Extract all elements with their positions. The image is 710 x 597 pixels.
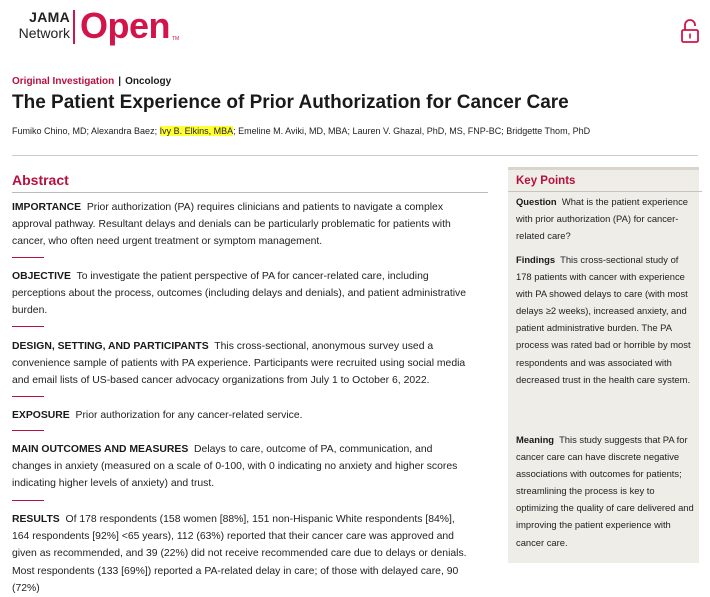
abstract-divider	[12, 192, 488, 193]
findings-text: This cross-sectional study of 178 patients with cancer with experience with PA showed delays to care (with most delays ≥2 weeks), increased anxiety, and patient administrative burden. The PA process was rated bad or horrible by most respondents and was associated with decreased trust in the health care system.	[516, 254, 691, 385]
logo-network-text: Network	[18, 25, 70, 41]
findings-label: Findings	[516, 254, 556, 265]
abstract-rule	[12, 326, 44, 327]
importance-label: IMPORTANCE	[12, 202, 82, 213]
objective-text: To investigate the patient perspective of PA for cancer-related care, including perceptions about the process, outcomes (including delays and denials), and patient administrative burden.	[12, 271, 466, 317]
abstract-rule	[12, 257, 44, 258]
key-points-meaning	[516, 431, 694, 551]
logo-open-text: Open	[80, 5, 171, 46]
section-separator: |	[118, 76, 122, 87]
authors-before: Fumiko Chino, MD; Alexandra Baez;	[12, 126, 160, 136]
article-title: The Patient Experience of Prior Authorization for Cancer Care	[12, 92, 569, 113]
logo-trademark: TM	[172, 36, 180, 42]
key-points-divider	[508, 191, 702, 192]
abstract-results	[12, 511, 474, 597]
importance-text: Prior authorization (PA) requires clinicians and patients to navigate a complex approval pathway. Resultant delays and denials can be particularly problematic for patients with cancer, who often need urgent treatment or symptom management.	[12, 202, 451, 248]
author-list	[12, 126, 590, 136]
outcomes-text: Delays to care, outcome of PA, communication, and changes in anxiety (measured on a scale of 0-100, with 0 indicating no anxiety and higher scores indicating higher levels of anxiety) and trust.	[12, 444, 458, 490]
article-category[interactable]: Oncology	[125, 76, 172, 87]
article-type[interactable]: Original Investigation	[12, 76, 115, 87]
question-text: What is the patient experience with prior authorization (PA) for cancer-related care?	[516, 196, 688, 242]
key-points-question	[516, 193, 694, 244]
exposure-label: EXPOSURE	[12, 410, 70, 421]
design-text: This cross-sectional, anonymous survey used a convenience sample of patients with PA experience. Participants were recruited using social media and email lists of US-based cancer advocacy organizations from July 1 to October 6, 2022.	[12, 341, 466, 387]
unlock-shackle	[685, 20, 695, 30]
outcomes-label: MAIN OUTCOMES AND MEASURES	[12, 444, 189, 455]
meaning-label: Meaning	[516, 434, 555, 445]
abstract-rule	[12, 430, 44, 431]
abstract-rule	[12, 396, 44, 397]
abstract-design	[12, 338, 474, 390]
key-points-heading: Key Points	[516, 175, 576, 187]
exposure-text: Prior authorization for any cancer-related service.	[75, 410, 303, 421]
logo-divider	[73, 10, 75, 44]
abstract-objective	[12, 268, 474, 320]
objective-label: OBJECTIVE	[12, 271, 71, 282]
abstract-importance	[12, 199, 474, 251]
meaning-text: This study suggests that PA for cancer care can have discrete negative associations with outcomes for patients; streamlining the process is key to optimizing the quality of care delivered and improving the patient experience with cancer care.	[516, 434, 694, 548]
abstract-outcomes	[12, 441, 474, 493]
results-text: Of 178 respondents (158 women [88%], 151 non-Hispanic White respondents [84%], 164 respondents [92%] <65 years), 112 (63%) reported that their cancer care was approved and given as recommended, and 39 (22%) did not receive recommended care due to delays or denials. Most respondents (133 [69%]) reported a PA-related delay in care; of those with delayed care, 90 (72%)	[12, 514, 467, 594]
unlock-keyhole	[689, 34, 691, 39]
logo-jama-text: JAMA	[29, 9, 70, 25]
author-highlighted: Ivy B. Elkins, MBA	[159, 126, 234, 136]
abstract-heading: Abstract	[12, 172, 69, 188]
abstract-rule	[12, 500, 44, 501]
question-label: Question	[516, 196, 557, 207]
unlock-icon[interactable]	[680, 18, 700, 44]
article-section-label	[12, 76, 171, 87]
abstract-exposure	[12, 407, 474, 424]
design-label: DESIGN, SETTING, AND PARTICIPANTS	[12, 341, 209, 352]
key-points-findings	[516, 251, 694, 388]
header-divider	[12, 155, 698, 156]
results-label: RESULTS	[12, 514, 60, 525]
authors-after: ; Emeline M. Aviki, MD, MBA; Lauren V. Ghazal, PhD, MS, FNP-BC; Bridgette Thom, PhD	[233, 126, 591, 136]
